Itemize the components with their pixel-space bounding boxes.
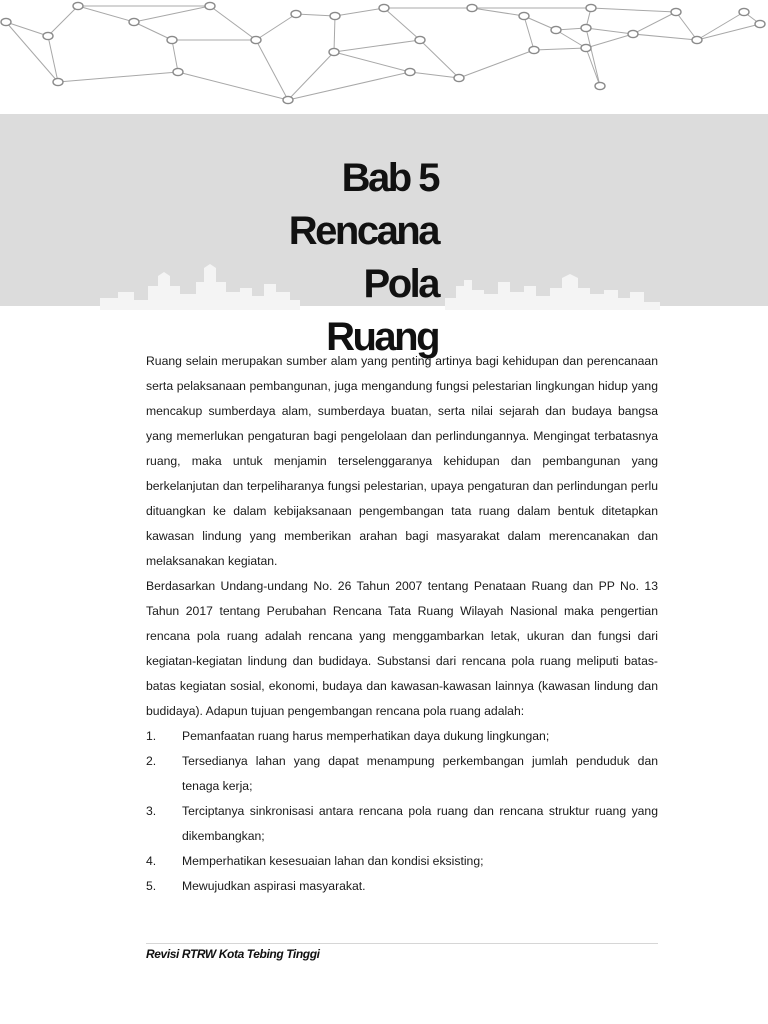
network-link (556, 30, 586, 48)
network-node (467, 4, 477, 11)
network-link (534, 48, 586, 50)
network-link (633, 34, 697, 40)
network-link (420, 40, 459, 78)
network-node (205, 2, 215, 9)
network-node (415, 36, 425, 43)
network-link (288, 72, 410, 100)
paragraph: Berdasarkan Undang-undang No. 26 Tahun 2007 tentang Penataan Ruang dan PP No. 13 Tahun 2017 tentang Perubahan Rencana Tata Ruang Wilayah Nasional maka pengertian rencana pola ruang adalah rencana yang menggambarkan letak, ukuran dan fungsi dari kegiatan-kegiatan lindung dan budidaya. Substansi dari rencana pola ruang meliputi batas-batas kegiatan sosial, ekonomi, budaya dan kawasan-kawasan lainnya (kawasan lindung dan budidaya). Adapun tujuan pengembangan rencana pola ruang adalah: (146, 579, 658, 718)
chapter-title (289, 152, 438, 364)
network-link (178, 72, 288, 100)
network-node (581, 24, 591, 31)
network-link (591, 8, 676, 12)
list-item (146, 799, 658, 849)
body-text (146, 349, 658, 899)
network-link (48, 6, 78, 36)
list-item-text: Pemanfaatan ruang harus memperhatikan daya dukung lingkungan; (182, 729, 550, 743)
network-link (210, 6, 256, 40)
network-link (256, 14, 296, 40)
network-link (586, 34, 633, 48)
network-node (529, 46, 539, 53)
network-node (454, 74, 464, 81)
network-link (296, 14, 335, 16)
network-link (334, 16, 335, 52)
network-node (595, 82, 605, 89)
network-node (73, 2, 83, 9)
objectives-list (146, 724, 658, 899)
network-link (676, 12, 697, 40)
network-node (755, 20, 765, 27)
network-node (129, 18, 139, 25)
network-node (551, 26, 561, 33)
list-item-number: 5. (146, 879, 157, 893)
network-node (405, 68, 415, 75)
network-link (256, 40, 288, 100)
network-node (330, 12, 340, 19)
network-link (172, 40, 178, 72)
network-node (291, 10, 301, 17)
network-node (167, 36, 177, 43)
list-item (146, 849, 658, 874)
chapter-title-line: Ruang (326, 315, 438, 359)
network-node (586, 4, 596, 11)
network-link (410, 72, 459, 78)
network-link (459, 50, 534, 78)
network-link (78, 6, 134, 22)
list-item-text: Mewujudkan aspirasi masyarakat. (182, 879, 366, 893)
network-link (48, 36, 58, 82)
network-node (379, 4, 389, 11)
network-link (134, 6, 210, 22)
network-node (283, 96, 293, 103)
list-item-text: Tersedianya lahan yang dapat menampung perkembangan jumlah penduduk dan tenaga kerja; (182, 754, 658, 793)
network-link (134, 22, 172, 40)
network-link (586, 48, 600, 86)
paragraph: Ruang selain merupakan sumber alam yang penting artinya bagi kehidupan dan perencanaan serta pelaksanaan pembangunan, juga mengandung fungsi pelestarian lingkungan hidup yang mencakup sumberdaya alam, sumberdaya buatan, serta nilai sejarah dan budaya bangsa yang memerlukan pengaturan bagi pengelolaan dan perlindungannya. Mengingat terbatasnya ruang, maka untuk menjamin terselenggaranya kehidupan dan pembangunan yang berkelanjutan dan terpeliharanya fungsi pelestarian, upaya pengaturan dan perlindungan perlu dituangkan ke dalam kebijaksanaan pengembangan tata ruang dalam bentuk ditetapkan kawasan lindung yang memberikan arahan bagi masyarakat dalam merencanakan dan melaksanakan kegiatan. (146, 354, 658, 568)
network-node (628, 30, 638, 37)
network-link (58, 72, 178, 82)
network-link (384, 8, 420, 40)
list-item-number: 4. (146, 854, 157, 868)
network-link (335, 8, 384, 16)
list-item (146, 874, 658, 899)
list-item (146, 724, 658, 749)
network-node (43, 32, 53, 39)
network-link (586, 28, 600, 86)
network-node (251, 36, 261, 43)
running-footer: Revisi RTRW Kota Tebing Tinggi (146, 947, 320, 961)
list-item-number: 1. (146, 729, 157, 743)
network-node (581, 44, 591, 51)
list-item-number: 3. (146, 804, 157, 818)
network-node (671, 8, 681, 15)
network-link (524, 16, 534, 50)
list-item-text: Terciptanya sinkronisasi antara rencana pola ruang dan rencana struktur ruang yang dikembangkan; (182, 804, 658, 843)
list-item (146, 749, 658, 799)
chapter-title-line: Rencana (288, 209, 438, 253)
network-link (288, 52, 334, 100)
footer-divider (146, 943, 658, 944)
network-node (1, 18, 11, 25)
network-node (329, 48, 339, 55)
network-graphic (0, 0, 768, 110)
chapter-title-line: Pola (363, 262, 438, 306)
network-link (334, 40, 420, 52)
network-link (697, 24, 760, 40)
network-link (334, 52, 410, 72)
network-node (173, 68, 183, 75)
network-node (53, 78, 63, 85)
network-link (633, 12, 676, 34)
list-item-text: Memperhatikan kesesuaian lahan dan kondisi eksisting; (182, 854, 484, 868)
network-node (519, 12, 529, 19)
network-node (739, 8, 749, 15)
network-link (586, 28, 633, 34)
network-link (697, 12, 744, 40)
list-item-number: 2. (146, 754, 157, 768)
network-link (472, 8, 524, 16)
network-node (692, 36, 702, 43)
chapter-title-line: Bab 5 (341, 156, 438, 200)
